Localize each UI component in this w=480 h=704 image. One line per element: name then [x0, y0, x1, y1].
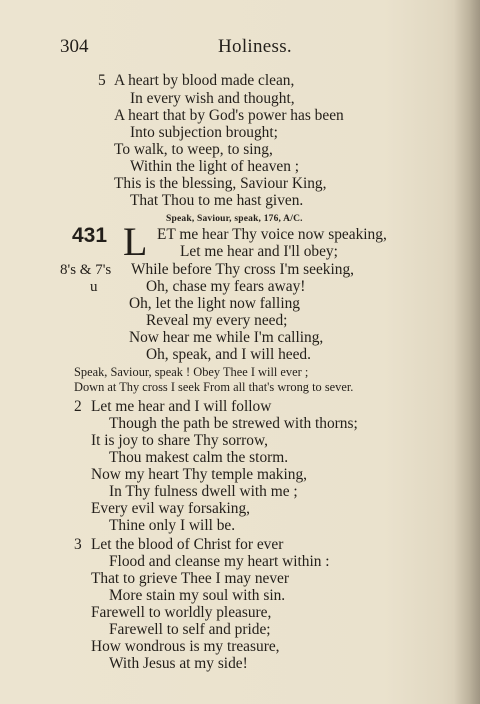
verse-line: To walk, to weep, to sing,	[114, 141, 273, 158]
page-gutter-shadow	[454, 0, 480, 704]
verse-line: While before Thy cross I'm seeking,	[131, 261, 355, 278]
drop-cap: L	[123, 219, 148, 264]
verse-line: Let the blood of Christ for ever	[91, 536, 284, 553]
verse-line: Into subjection brought;	[130, 124, 278, 141]
verse-line: Farewell to self and pride;	[109, 621, 271, 638]
running-title: Holiness.	[218, 36, 292, 57]
verse-line: Let me hear and I will follow	[91, 398, 272, 415]
verse-line: Now my heart Thy temple making,	[91, 466, 307, 483]
verse-line: Let me hear and I'll obey;	[180, 243, 338, 260]
verse-line: Every evil way forsaking,	[91, 500, 250, 517]
verse-line: Farewell to worldly pleasure,	[91, 604, 272, 621]
verse-line: In every wish and thought,	[130, 90, 295, 107]
verse-line: Oh, speak, and I will heed.	[146, 346, 311, 363]
page-header	[0, 36, 480, 60]
verse-line: Thine only I will be.	[109, 517, 236, 534]
page-number: 304	[60, 36, 89, 57]
verse-line: Reveal my every need;	[146, 312, 288, 329]
tune-note: Speak, Saviour, speak, 176, A/C.	[166, 214, 303, 224]
verse-line: With Jesus at my side!	[109, 655, 248, 672]
hymn-number: 431	[72, 224, 108, 247]
chorus-line: Down at Thy cross I seek From all that's wrong to sever.	[74, 380, 354, 394]
verse-line: Within the light of heaven ;	[130, 158, 300, 175]
verse-line: This is the blessing, Saviour King,	[114, 175, 327, 192]
verse-number: 2	[74, 398, 82, 415]
verse-line: Thou makest calm the storm.	[109, 449, 289, 466]
verse-line: In Thy fulness dwell with me ;	[109, 483, 298, 500]
verse-line: More stain my soul with sin.	[109, 587, 286, 604]
verse-number: 3	[74, 536, 82, 553]
verse-line: Flood and cleanse my heart within :	[109, 553, 330, 570]
meter-label: 8's & 7's	[60, 262, 112, 278]
verse-line: That to grieve Thee I may never	[91, 570, 289, 587]
verse-line: ET me hear Thy voice now speaking,	[157, 226, 387, 243]
verse-line: How wondrous is my treasure,	[91, 638, 280, 655]
verse-line: It is joy to share Thy sorrow,	[91, 432, 268, 449]
verse-line: Though the path be strewed with thorns;	[109, 415, 358, 432]
chorus-line: Speak, Saviour, speak ! Obey Thee I will ever ;	[74, 365, 309, 379]
verse-number: 5	[98, 72, 106, 89]
verse-line: A heart that by God's power has been	[114, 107, 344, 124]
meter-key: u	[90, 279, 98, 295]
verse-line: Oh, chase my fears away!	[146, 278, 306, 295]
verse-line: A heart by blood made clean,	[114, 72, 295, 89]
verse-line: That Thou to me hast given.	[130, 192, 304, 209]
verse-line: Oh, let the light now falling	[129, 295, 300, 312]
verse-line: Now hear me while I'm calling,	[129, 329, 324, 346]
